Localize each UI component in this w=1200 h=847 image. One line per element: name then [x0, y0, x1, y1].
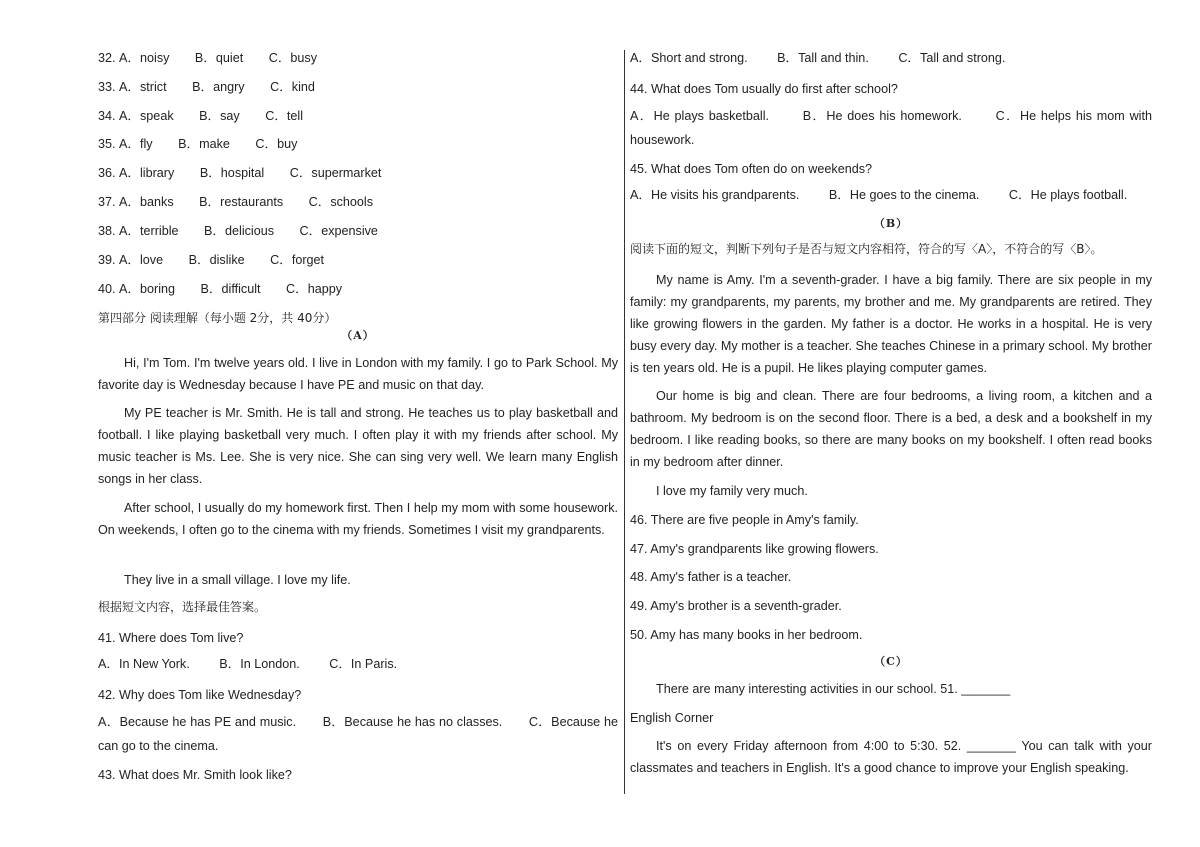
- question-32: [98, 50, 317, 66]
- instruction-a: 根据短文内容，选择最佳答案。: [98, 600, 267, 614]
- question-35: [98, 136, 297, 152]
- question-42-options: A．Because he has PE and music. B．Because he has no classes. C．Because he can go to the cinema.: [98, 715, 622, 753]
- option-a: A．noisy: [119, 51, 170, 65]
- question-44-options: A．He plays basketball. B．He does his homework. C．He helps his mom with housework.: [630, 109, 1156, 147]
- option-b: B．make: [178, 137, 230, 151]
- statement-46: 46. There are five people in Amy's family.: [630, 513, 859, 527]
- option-c: C．busy: [268, 51, 318, 65]
- option-c: C．tell: [265, 109, 304, 123]
- option-b: B．difficult: [200, 282, 261, 296]
- question-38: [98, 223, 378, 239]
- section-b-label: （B）: [873, 217, 909, 230]
- option-c: C．schools: [308, 195, 374, 209]
- statement-49: 49. Amy's brother is a seventh-grader.: [630, 599, 842, 613]
- section-c-label: （C）: [874, 655, 908, 668]
- question-36: [98, 165, 381, 181]
- question-number: 33.: [98, 80, 116, 94]
- option-c: C．forget: [270, 253, 325, 267]
- option-c: C．happy: [286, 282, 343, 296]
- option-b: B．say: [199, 109, 240, 123]
- statement-47: 47. Amy's grandparents like growing flowers.: [630, 542, 879, 556]
- option-a: A．library: [119, 166, 175, 180]
- option-a: A．speak: [119, 109, 174, 123]
- passage-a-paragraph-4: They live in a small village. I love my life.: [124, 573, 351, 587]
- question-number: 34.: [98, 109, 116, 123]
- passage-b-paragraph-1: My name is Amy. I'm a seventh-grader. I have a big family. There are six people in my family: my grandparents, my parents, my brother and me. My grandparents are retired. They like growing flowers in the garden. My father is a doctor. He works in a hospital. He is very busy every day. My mother is a teacher. She teaches Chinese in a primary school. My brother is ten years old. He is a pupil. He likes playing computer games.: [630, 273, 1152, 375]
- option-b: B．dislike: [188, 253, 245, 267]
- option-c: C．supermarket: [289, 166, 382, 180]
- passage-a-paragraph-1: Hi, I'm Tom. I'm twelve years old. I live in London with my family. I go to Park School. My favorite day is Wednesday because I have PE and music on that day.: [98, 356, 618, 392]
- option-a: A．banks: [119, 195, 174, 209]
- question-43-options: [630, 50, 1005, 66]
- passage-b-paragraph-3: I love my family very much.: [656, 484, 808, 498]
- statement-50: 50. Amy has many books in her bedroom.: [630, 628, 863, 642]
- question-45-options: [630, 187, 1127, 203]
- question-number: 39.: [98, 253, 116, 267]
- question-43-stem: 43. What does Mr. Smith look like?: [98, 768, 292, 782]
- question-42-stem: 42. Why does Tom like Wednesday?: [98, 688, 302, 702]
- question-34: [98, 108, 303, 124]
- option-c: C．expensive: [299, 224, 378, 238]
- option-b: B．delicious: [204, 224, 275, 238]
- option-b: B．In London.: [219, 657, 300, 671]
- question-number: 32.: [98, 51, 116, 65]
- part-four-heading: 第四部分 阅读理解（每小题 2分，共 40分）: [98, 311, 337, 325]
- option-c: C．He plays football.: [1008, 188, 1128, 202]
- question-number: 36.: [98, 166, 116, 180]
- option-a: A．love: [119, 253, 164, 267]
- passage-b-paragraph-2: Our home is big and clean. There are four bedrooms, a living room, a kitchen and a bathroom. My bedroom is on the second floor. There is a bed, a desk and a bookshelf in my bedroom. I like reading books, so there are many books on my bookshelf. I often read books in my bedroom after dinner.: [630, 389, 1152, 469]
- option-b: B．Tall and thin.: [777, 51, 869, 65]
- option-a: A．strict: [119, 80, 167, 94]
- question-44-stem: 44. What does Tom usually do first after school?: [630, 82, 898, 96]
- question-39: [98, 252, 324, 268]
- option-c: C．buy: [255, 137, 298, 151]
- passage-a-paragraph-2: My PE teacher is Mr. Smith. He is tall and strong. He teaches us to play basketball and football. I like playing basketball very much. I often play it with my friends after school. My music teacher is Ms. Lee. She is very nice. She can sing very well. We learn many English songs in her class.: [98, 406, 618, 486]
- section-a-label: （A）: [341, 329, 375, 342]
- question-41-stem: 41. Where does Tom live?: [98, 631, 244, 645]
- option-a: A．He visits his grandparents.: [630, 188, 800, 202]
- option-b: B．restaurants: [199, 195, 284, 209]
- english-corner-heading: English Corner: [630, 711, 714, 725]
- option-a: A．In New York.: [98, 657, 190, 671]
- passage-c-text: It's on every Friday afternoon from 4:00 to 5:30. 52. _______ You can talk with your classmates and teachers in English. It's a good chance to improve your English speaking.: [630, 739, 1152, 775]
- option-a: A．terrible: [119, 224, 179, 238]
- option-a: A．Short and strong.: [630, 51, 748, 65]
- option-b: B．He goes to the cinema.: [828, 188, 980, 202]
- question-40: [98, 281, 342, 297]
- statement-48: 48. Amy's father is a teacher.: [630, 570, 792, 584]
- instruction-b: 阅读下面的短文，判断下列句子是否与短文内容相符，符合的写〈A〉，不符合的写〈B〉。: [630, 242, 1103, 256]
- question-number: 38.: [98, 224, 116, 238]
- passage-c-intro: There are many interesting activities in our school. 51. _______: [656, 682, 1011, 696]
- question-number: 37.: [98, 195, 116, 209]
- question-number: 40.: [98, 282, 116, 296]
- option-b: B．angry: [192, 80, 245, 94]
- option-a: A．fly: [119, 137, 153, 151]
- question-45-stem: 45. What does Tom often do on weekends?: [630, 162, 873, 176]
- question-37: [98, 194, 373, 210]
- option-b: B．quiet: [194, 51, 244, 65]
- option-c: C．kind: [270, 80, 315, 94]
- option-c: C．In Paris.: [329, 657, 398, 671]
- question-33: [98, 79, 315, 95]
- column-divider: [624, 50, 625, 794]
- option-b: B．hospital: [199, 166, 265, 180]
- option-c: C．Tall and strong.: [898, 51, 1006, 65]
- passage-a-paragraph-3: After school, I usually do my homework first. Then I help my mom with some housework. On weekends, I often go to the cinema with my friends. Sometimes I visit my grandparents.: [98, 501, 618, 537]
- question-number: 35.: [98, 137, 116, 151]
- option-a: A．boring: [119, 282, 176, 296]
- question-41-options: [98, 656, 397, 672]
